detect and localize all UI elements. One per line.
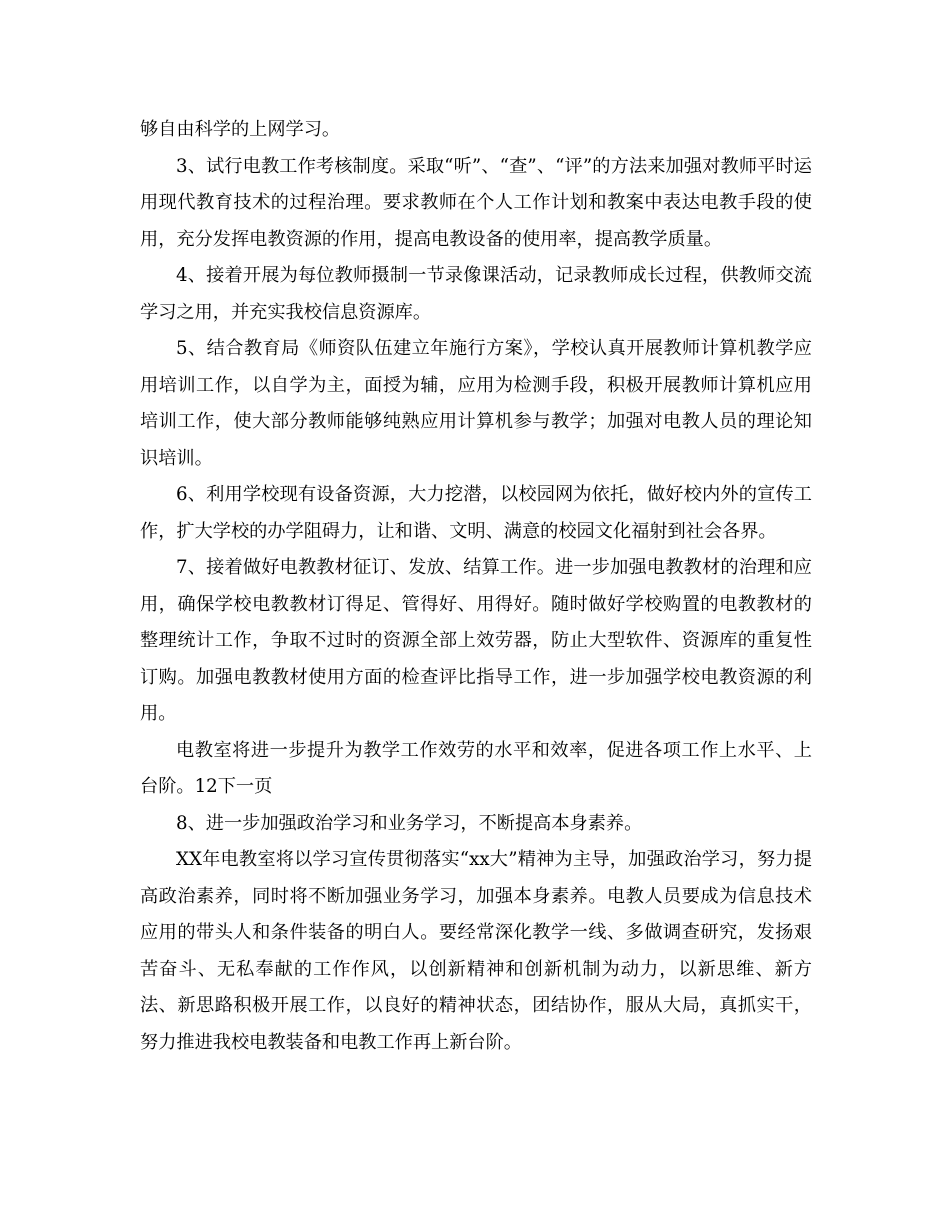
- document-body: [140, 112, 812, 1061]
- paragraph-7: 电教室将进一步提升为教学工作效劳的水平和效率，促进各项工作上水平、上台阶。12下一页: [140, 739, 812, 797]
- paragraph-3: 4、接着开展为每位教师摄制一节录像课活动，记录教师成长过程，供教师交流学习之用，并充实我校信息资源库。: [140, 265, 812, 323]
- paragraph-1: 够自由科学的上网学习。: [140, 119, 341, 140]
- paragraph-9: XX年电教室将以学习宣传贯彻落实“xx大”精神为主导，加强政治学习，努力提高政治素养，同时将不断加强业务学习，加强本身素养。电教人员要成为信息技术应用的带头人和条件装备的明白人。要经常深化教学一线、多做调查研究，发扬艰苦奋斗、无私奉献的工作作风，以创新精神和创新机制为动力，以新思维、新方法、新思路积极开展工作，以良好的精神状态，团结协作，服从大局，真抓实干，努力推进我校电教装备和电教工作再上新台阶。: [140, 849, 812, 1053]
- paragraph-5: 6、利用学校现有设备资源，大力挖潜，以校园网为依托，做好校内外的宣传工作，扩大学校的办学阻碍力，让和谐、文明、满意的校园文化福射到社会各界。: [140, 484, 812, 542]
- paragraph-6: 7、接着做好电教教材征订、发放、结算工作。进一步加强电教教材的治理和应用，确保学校电教教材订得足、管得好、用得好。随时做好学校购置的电教教材的整理统计工作，争取不过时的资源全部上效劳器，防止大型软件、资源库的重复性订购。加强电教教材使用方面的检查评比指导工作，进一步加强学校电教资源的利用。: [140, 557, 812, 724]
- paragraph-2: 3、试行电教工作考核制度。采取“听”、“查”、“评”的方法来加强对教师平时运用现代教育技术的过程治理。要求教师在个人工作计划和教案中表达电教手段的使用，充分发挥电教资源的作用，提高电教设备的使用率，提高教学质量。: [140, 155, 812, 250]
- paragraph-8: 8、进一步加强政治学习和业务学习，不断提高本身素养。: [176, 812, 643, 834]
- paragraph-4: 5、结合教育局《师资队伍建立年施行方案》，学校认真开展教师计算机教学应用培训工作，以自学为主，面授为辅，应用为检测手段，积极开展教师计算机应用培训工作，使大部分教师能够纯熟应用计算机参与教学；加强对电教人员的理论知识培训。: [140, 338, 812, 469]
